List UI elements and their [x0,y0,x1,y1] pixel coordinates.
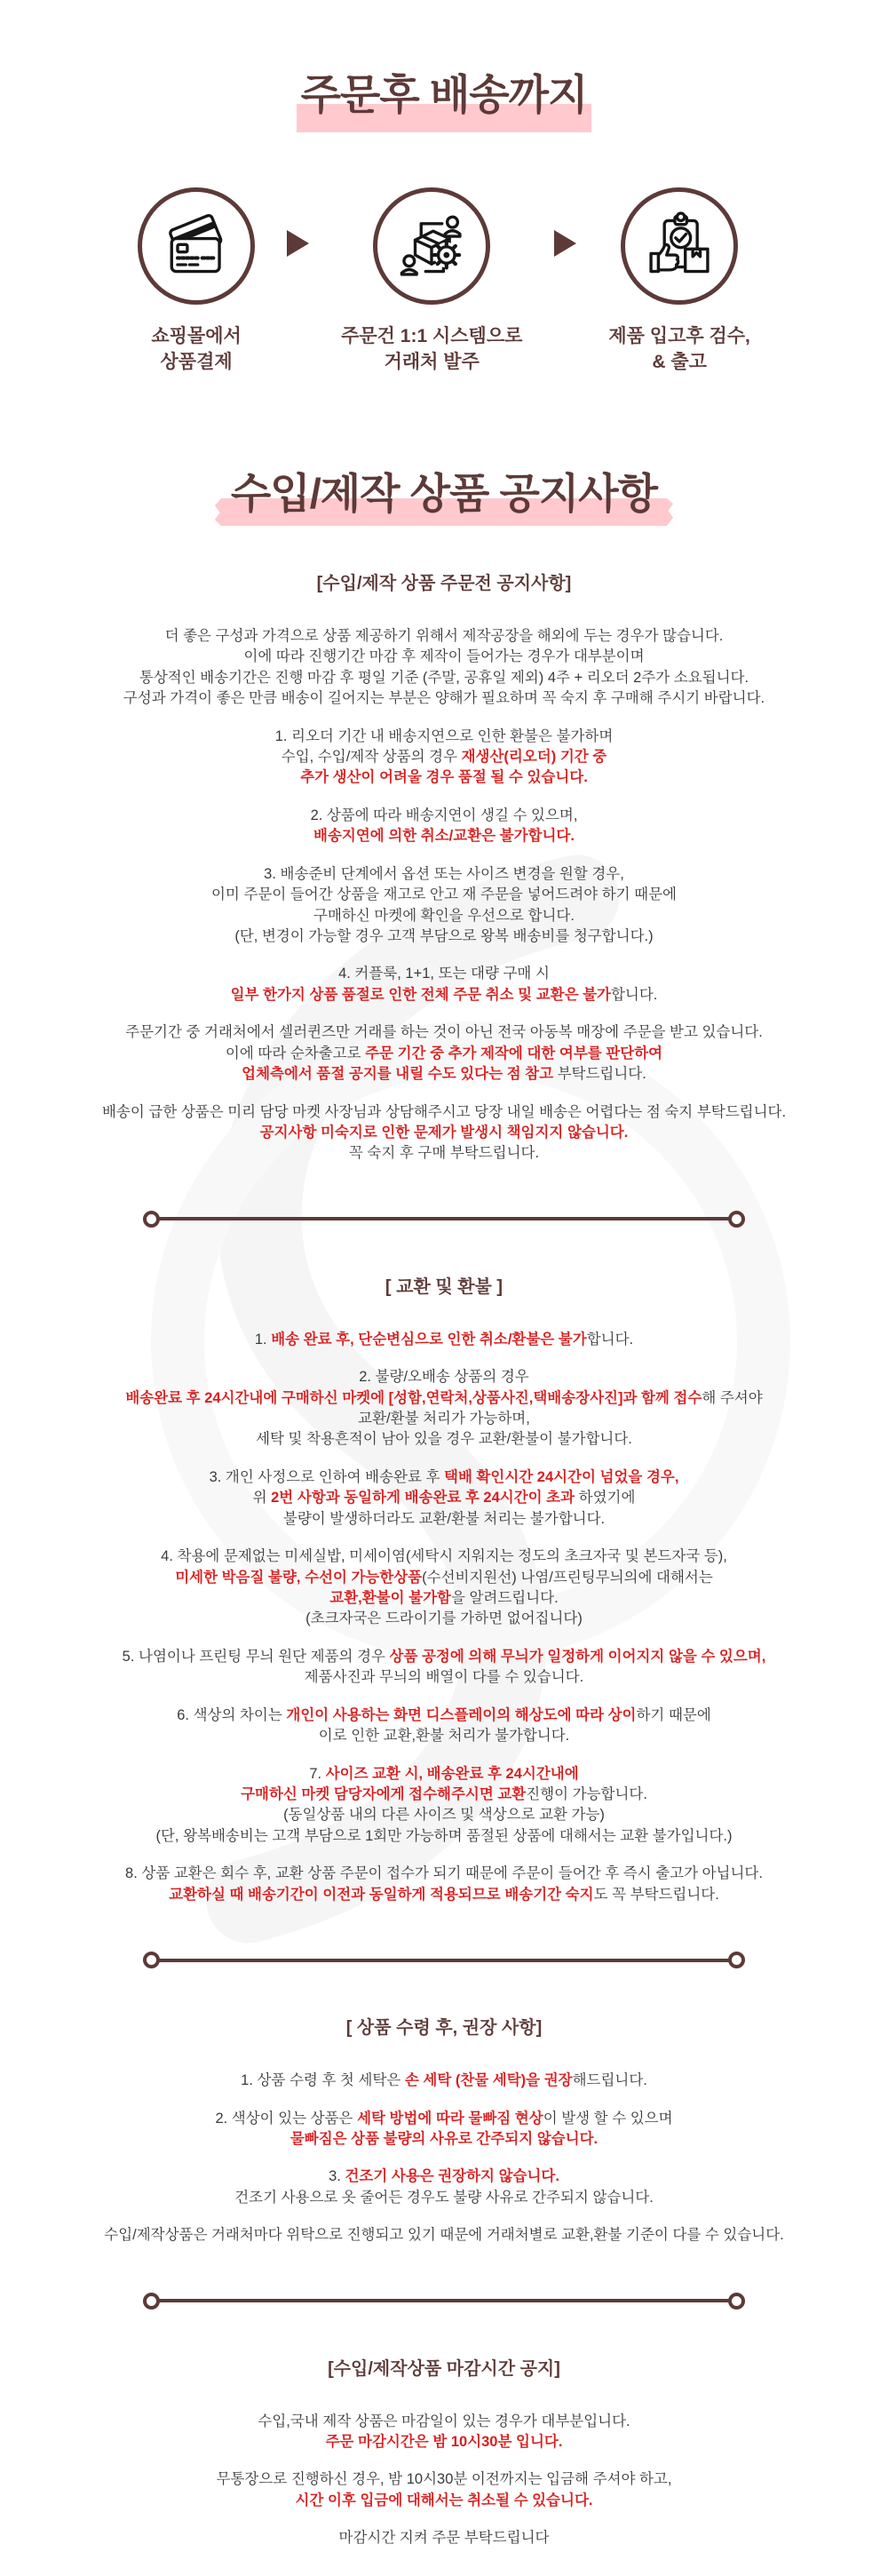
section-divider [143,1952,745,1968]
notice-paragraph [22,1864,866,1905]
body-text: 해드립니다. [572,2072,647,2089]
body-text: 구성과 가격이 좋은 만큼 배송이 길어지는 부분은 양해가 필요하며 꼭 숙지 후 구매해 주시기 바랍니다. [123,690,765,707]
body-text: 수입, 수입/제작 상품의 경우 [281,749,462,766]
body-text: 3. 배송준비 단계에서 옵션 또는 사이즈 변경을 원할 경우, [264,865,624,882]
body-text: 6. 색상의 차이는 [177,1706,287,1723]
body-text: 이에 따라 순차출고로 [225,1045,366,1061]
body-text: 도 꼭 부탁드립니다. [593,1886,719,1903]
notice-paragraph [22,1102,866,1165]
emphasis-text: 구매하신 마켓 담당자에게 접수해주시면 교환 [241,1785,527,1802]
body-text: 이에 따라 진행기간 마감 후 제작이 들어가는 경우가 대부분이며 [243,648,645,665]
emphasis-text: 추가 생산이 어려울 경우 품절 될 수 있습니다. [300,769,588,786]
body-text: (초크자국은 드라이기를 가하면 없어집니다) [305,1610,583,1627]
body-text: 무통장으로 진행하신 경우, 밤 10시30분 이전까지는 입금해 주셔야 하고, [216,2471,672,2488]
body-text: 합니다. [586,1331,634,1348]
body-text: 구매하신 마켓에 확인을 우선으로 합니다. [313,907,575,924]
step-payment [138,187,255,376]
notice-paragraph [22,2167,866,2208]
body-text: 3. 개인 사정으로 인하여 배송완료 후 [209,1468,444,1485]
body-text: (단, 왕복배송비는 고객 부담으로 1회만 가능하며 품절된 상품에 대해서는 교환 불가입니다.) [155,1827,733,1844]
body-text: 1. [254,1331,272,1348]
body-text: 2. 색상이 있는 상품은 [215,2110,358,2127]
body-text: 더 좋은 구성과 가격으로 상품 제공하기 위해서 제작공장을 해외에 두는 경우가 많습니다. [164,627,724,644]
step-inspection [608,187,750,376]
step-label-line: 거래처 발주 [384,351,480,372]
section-divider [143,1211,745,1228]
step-label-line: & 출고 [652,351,707,372]
body-text: 3. [329,2168,345,2185]
emphasis-text: 업체측에서 품절 공지를 내릴 수도 있다는 점 참고 [242,1066,554,1083]
emphasis-text: 물빠짐은 상품 불량의 사유로 간주되지 않습니다. [289,2130,599,2147]
notice-paragraph [22,1764,866,1848]
section-heading: [수입/제작상품 마감시간 공지] [328,2358,560,2379]
body-text: (단, 변경이 가능할 경우 고객 부담으로 왕복 배송비를 청구합니다.) [234,928,654,944]
hero-title [0,0,888,122]
body-text: 통상적인 배송기간은 진행 마감 후 평일 기준 (주말, 공휴일 제외) 4주 + 리오더 2주가 소요됩니다. [139,669,749,686]
body-text: 합니다. [610,986,658,1003]
body-text: 해 주셔야 [702,1389,763,1406]
step-label-line: 주문건 1:1 시스템으로 [341,326,523,346]
notice-sections [0,521,888,2549]
body-text: 1. 리오더 기간 내 배송지연으로 인한 환불은 불가하며 [274,727,614,744]
hero-title-text: 주문후 배송까지 [300,71,588,118]
step-payment-label [138,324,255,376]
body-text: 을 알려드립니다. [450,1590,559,1607]
body-text: 꼭 숙지 후 구매 부탁드립니다. [348,1145,540,1162]
body-text: (수선비지원선) 나염/프린팅무늬의에 대해서는 [422,1569,713,1586]
body-text: 부탁드립니다. [553,1066,646,1083]
emphasis-text: 공지사항 미숙지로 인한 문제가 발생시 책임지지 않습니다. [259,1124,629,1141]
emphasis-text: 손 세탁 (찬물 세탁)을 권장 [404,2072,573,2089]
notice-paragraph [22,864,866,948]
divider-ring-right [728,2293,745,2310]
emphasis-text: 상품 공정에 의해 무늬가 일정하게 이어지지 않을 수 있으며, [389,1648,766,1665]
emphasis-text: 시간 이후 입금에 대해서는 취소될 수 있습니다. [295,2492,593,2508]
notice-paragraph [22,2225,866,2246]
body-text: 7. [309,1765,326,1782]
body-text: 주문기간 중 거래처에서 셀러퀸즈만 거래를 하는 것이 아닌 전국 아동복 매장에 주문을 받고 있습니다. [125,1024,763,1041]
body-text: 배송이 급한 상품은 미리 담당 마켓 사장님과 상담해주시고 당장 내일 배송은 어렵다는 점 숙지 부탁드립니다. [101,1103,787,1120]
emphasis-text: 2번 사항과 동일하게 배송완료 후 24시간이 초과 [271,1490,575,1507]
notice-title-highlight [231,461,657,521]
arrow-right-icon [287,230,309,257]
emphasis-text: 주문 기간 중 추가 제작에 대한 여부를 판단하여 [365,1045,663,1061]
notice-paragraph [22,806,866,847]
emphasis-text: 배송지연에 의한 취소/교환은 불가합니다. [313,828,575,845]
receive-inspect-icon [621,187,738,305]
emphasis-text: 일부 한가지 상품 품절로 인한 전체 주문 취소 및 교환은 불가 [230,986,611,1003]
step-label-line: 제품 입고후 검수, [608,326,750,346]
order-process-steps [0,187,888,376]
body-text: 마감시간 지켜 주문 부탁드립니다 [338,2530,550,2547]
step-label-line: 쇼핑몰에서 [151,326,242,346]
notice-paragraph [22,1546,866,1630]
notice-paragraph [22,1022,866,1085]
emphasis-text: 택배 확인시간 24시간이 넘었을 경우, [444,1468,679,1485]
body-text: 하기 때문에 [636,1706,711,1723]
order-system-icon [373,187,490,305]
hero-title-highlight [301,62,588,122]
body-text: 세탁 및 착용흔적이 남아 있을 경우 교환/환불이 불가합니다. [256,1431,632,1448]
emphasis-text: 재생산(리오더) 기간 중 [461,749,607,766]
emphasis-text: 교환하실 때 배송기간이 이전과 동일하게 적용되므로 배송기간 숙지 [169,1886,594,1903]
notice-paragraph [22,2469,866,2511]
section-heading: [수입/제작 상품 주문전 공지사항] [316,573,572,593]
step-label-line: 상품결제 [160,351,233,372]
body-text: 교환/환불 처리가 가능하며, [358,1411,530,1427]
body-text: 2. 상품에 따라 배송지연이 생길 수 있으며, [310,807,578,823]
body-text: 수입,국내 제작 상품은 마감일이 있는 경우가 대부분입니다. [258,2413,630,2429]
notice-paragraph [22,1330,866,1350]
emphasis-text: 사이즈 교환 시, 배송완료 후 24시간내에 [325,1765,579,1782]
arrow-right-icon [554,230,576,257]
notice-paragraph [22,1367,866,1451]
credit-card-icon [138,187,255,305]
section-divider [143,2293,745,2310]
body-text: 1. 상품 수령 후 첫 세탁은 [241,2072,405,2089]
body-text: 8. 상품 교환은 회수 후, 교환 상품 주문이 접수가 되기 때문에 주문이 들어간 후 즉시 출고가 아닙니다. [125,1865,763,1882]
notice-paragraph [22,1467,866,1530]
body-text: 4. 착용에 문제없는 미세실밥, 미세이염(세탁시 지워지는 정도의 초크자국 및 본드자국 등), [161,1548,727,1565]
body-text: 이로 인한 교환,환불 처리가 불가합니다. [318,1728,570,1745]
emphasis-text: 미세한 박음질 불량, 수선이 가능한상품 [175,1569,423,1586]
section-heading: [ 상품 수령 후, 권장 사항] [345,2018,543,2039]
notice-paragraph [22,2528,866,2548]
emphasis-text: 세탁 방법에 따라 물빠짐 현상 [357,2110,543,2127]
divider-line [158,1217,730,1220]
notice-paragraph [22,1647,866,1689]
notice-paragraph [22,1705,866,1747]
notice-paragraph [22,964,866,1006]
divider-line [158,2299,730,2302]
divider-line [158,1959,730,1962]
body-text: 5. 나염이나 프린팅 무늬 원단 제품의 경우 [122,1648,390,1665]
step-order-system [341,187,522,376]
notice-paragraph [22,2071,866,2091]
emphasis-text: 교환,환불이 불가함 [329,1590,451,1607]
emphasis-text: 건조기 사용은 권장하지 않습니다. [345,2168,559,2185]
notice-paragraph [22,2412,866,2453]
notice-paragraph [22,626,866,710]
body-text: 수입/제작상품은 거래처마다 위탁으로 진행되고 있기 때문에 거래처별로 교환,환불 기준이 다를 수 있습니다. [104,2227,784,2244]
body-text: 진행이 가능합니다. [526,1785,647,1802]
emphasis-text: 주문 마감시간은 밤 10시30분 입니다. [325,2434,563,2451]
body-text: 이 발생 할 수 있으며 [543,2110,673,2127]
notice-paragraph [22,727,866,789]
notice-paragraph [22,2109,866,2151]
body-text: 위 [252,1490,272,1507]
body-text: 하였기에 [575,1490,636,1507]
section-heading: [ 교환 및 환불 ] [385,1276,503,1297]
body-text: 건조기 사용으로 옷 줄어든 경우도 불량 사유로 간주되지 않습니다. [234,2189,654,2206]
step-inspection-label [608,324,750,376]
body-text: (동일상품 내의 다른 사이즈 및 색상으로 교환 가능) [283,1807,605,1824]
body-text: 2. 불량/오배송 상품의 경우 [359,1369,529,1386]
body-text: 이미 주문이 들어간 상품을 재고로 안고 재 주문을 넣어드려야 하기 때문에 [210,886,677,903]
emphasis-text: 배송완료 후 24시간내에 구매하신 마켓에 [성함,연락처,상품사진,택배송장사진]과 함께 접수 [125,1389,702,1406]
divider-ring-right [728,1952,745,1968]
step-order-system-label [341,324,522,376]
notice-title [0,461,888,521]
body-text: 불량이 발생하더라도 교환/환불 처리는 불가합니다. [282,1510,606,1527]
notice-title-text: 수입/제작 상품 공지사항 [230,469,658,517]
divider-ring-right [728,1211,745,1228]
body-text: 제품사진과 무늬의 배열이 다를 수 있습니다. [304,1669,584,1686]
emphasis-text: 개인이 사용하는 화면 디스플레이의 해상도에 따라 상이 [286,1706,637,1723]
body-text: 4. 커플룩, 1+1, 또는 대량 구매 시 [338,966,550,982]
emphasis-text: 배송 완료 후, 단순변심으로 인한 취소/환불은 불가 [271,1331,587,1348]
